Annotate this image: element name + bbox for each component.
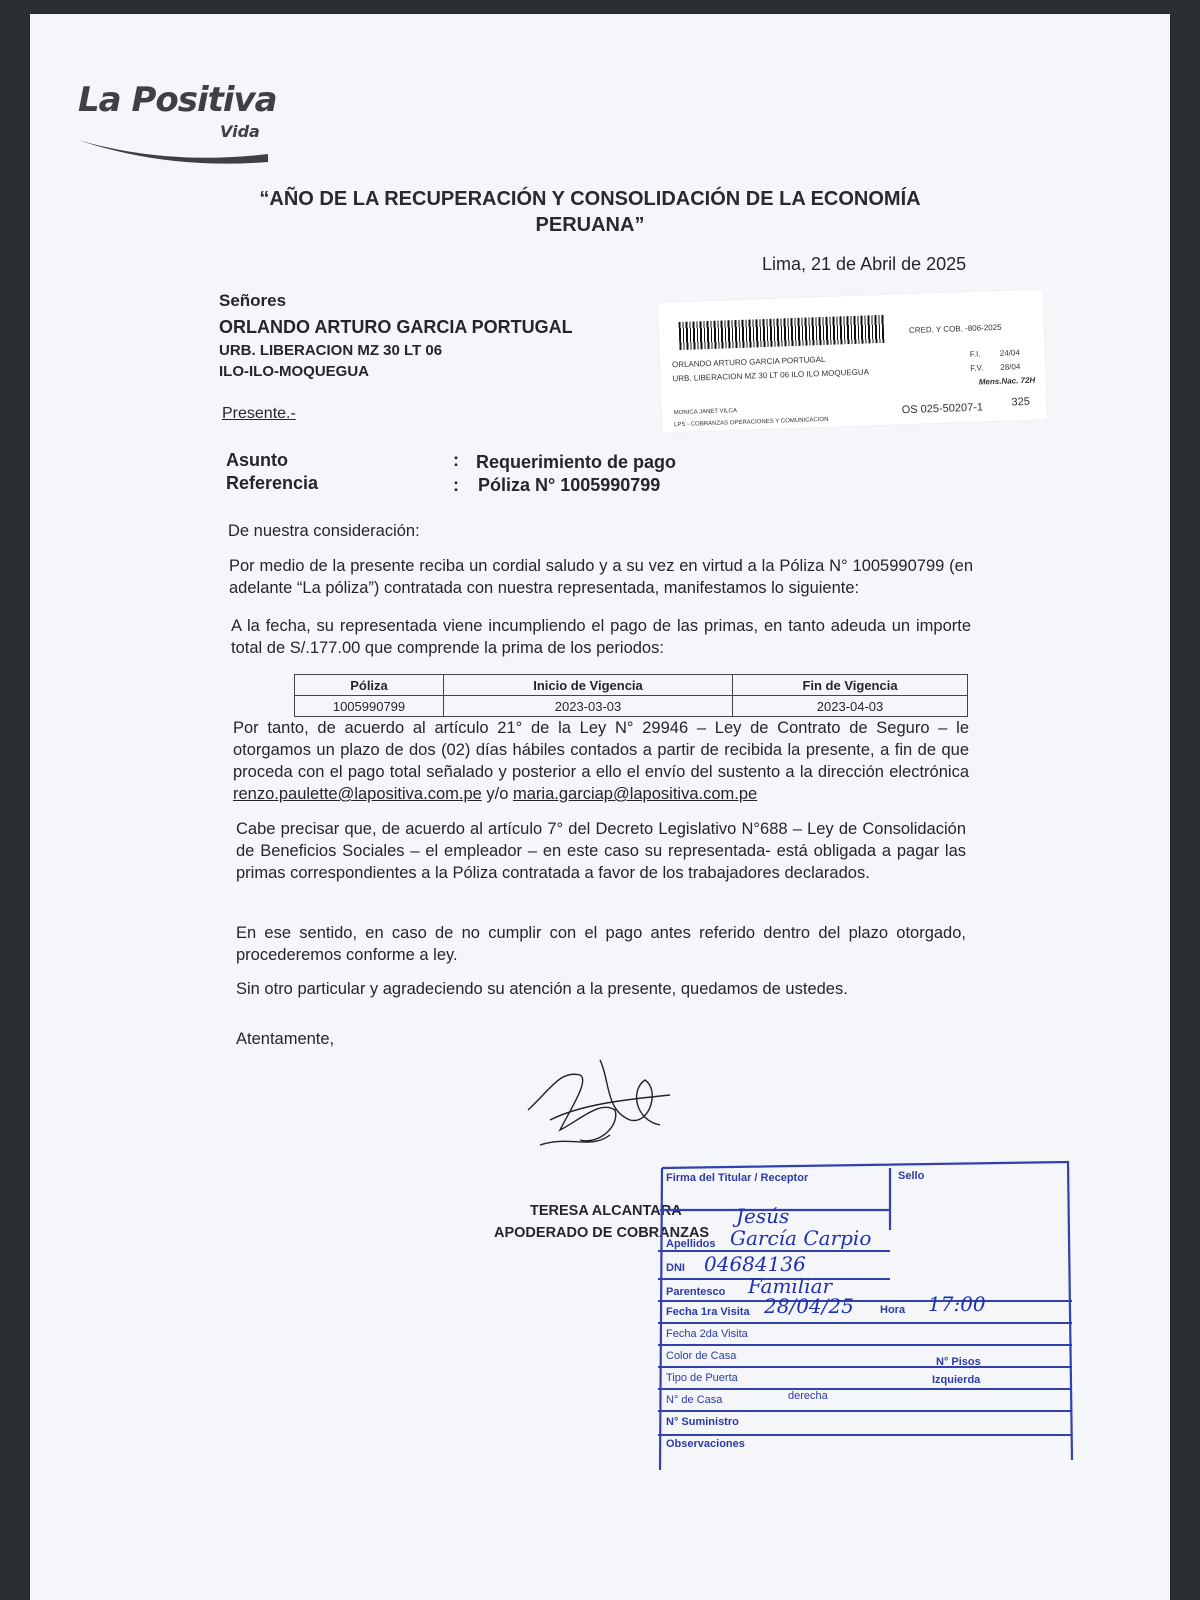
closing: Atentamente,: [236, 1030, 335, 1048]
mailing-label: [658, 289, 1047, 432]
logo-name: La Positiva: [78, 80, 277, 120]
la-positiva-logo: [78, 66, 278, 166]
asunto-value: Requerimiento de pago: [476, 452, 677, 472]
referencia-colon: :: [453, 475, 459, 495]
stamp-dni-label: DNI: [666, 1262, 685, 1274]
label-fi-label: F.I.: [969, 349, 981, 359]
label-fv: 28/04: [1000, 362, 1021, 372]
table-header: Inicio de Vigencia: [444, 675, 733, 696]
email-separator: y/o: [481, 785, 513, 803]
stamp-apellidos-label: Apellidos: [666, 1238, 716, 1250]
label-dept: LPS - COBRANZAS OPERACIONES Y COMUNICACION: [674, 416, 829, 429]
stamp-apellidos-value: García Carpio: [730, 1226, 872, 1250]
label-fi: 24/04: [999, 348, 1020, 358]
signer-title: APODERADO DE COBRANZAS: [494, 1225, 710, 1241]
label-cred: CRED. Y COB. -806-2025: [908, 322, 1002, 336]
email-link-1[interactable]: renzo.paulette@lapositiva.com.pe: [233, 785, 482, 803]
stamp-color-label: Color de Casa: [666, 1350, 737, 1362]
recipient-name: ORLANDO ARTURO GARCIA PORTUGAL: [219, 317, 573, 337]
label-os: OS 025-50207-1: [901, 401, 984, 417]
stamp-fecha-value: 28/04/25: [764, 1294, 854, 1318]
asunto-colon: :: [453, 450, 459, 470]
delivery-stamp: [658, 1160, 1076, 1470]
stamp-obs-label: Observaciones: [666, 1438, 745, 1450]
label-fv-label: F.V.: [970, 363, 984, 373]
paragraph-2: A la fecha, su representada viene incumpliendo el pago de las primas, en tanto adeuda un importe total de S/.177.00 que comprende la prima de los periodos:: [231, 617, 971, 657]
table-row: [295, 696, 968, 717]
stamp-firma-label: Firma del Titular / Receptor: [666, 1172, 809, 1184]
policy-table: [294, 674, 968, 717]
label-name: ORLANDO ARTURO GARCIA PORTUGAL: [671, 354, 826, 370]
stamp-piso-label: N° Pisos: [936, 1356, 981, 1368]
stamp-suministro-label: N° Suministro: [666, 1416, 739, 1428]
asunto-label: Asunto: [226, 450, 288, 470]
label-mens: Mens.Nac. 72H: [978, 375, 1036, 387]
referencia-value: Póliza N° 1005990799: [478, 475, 661, 495]
salutation: De nuestra consideración:: [228, 522, 420, 540]
label-sender: MONICA JANET VILCA: [673, 408, 738, 417]
table-cell: 2023-03-03: [444, 696, 733, 717]
table-header-row: [295, 675, 968, 696]
stamp-puerta-label: Tipo de Puerta: [666, 1372, 738, 1384]
paragraph-1: Por medio de la presente reciba un cordial saludo y a su vez en virtud a la Póliza N° 1005990799 (en adelante “La póliza”) contratada con nuestra representada, manifestamos lo siguiente:: [229, 557, 973, 597]
recipient-address1: URB. LIBERACION MZ 30 LT 06: [219, 342, 443, 359]
label-address: URB. LIBERACION MZ 30 LT 06 ILO ILO MOQUEGUA: [672, 367, 870, 384]
recipient-address2: ILO-ILO-MOQUEGUA: [219, 363, 369, 380]
paragraph-6: Sin otro particular y agradeciendo su atención a la presente, quedamos de ustedes.: [236, 980, 848, 998]
barcode: [679, 315, 885, 350]
stamp-fecha-label: Fecha 1ra Visita: [666, 1306, 750, 1318]
paragraph-3: [233, 717, 969, 805]
referencia-label: Referencia: [226, 473, 319, 493]
label-num: 325: [1011, 395, 1031, 409]
presente: Presente.-: [222, 405, 296, 422]
handwritten-signature: [520, 1050, 680, 1160]
stamp-parentesco-value: Familiar: [748, 1274, 833, 1298]
stamp-dni-value: 04684136: [704, 1252, 806, 1276]
table-header: Póliza: [295, 675, 444, 696]
stamp-hora-value: 17:00: [928, 1292, 986, 1316]
stamp-derecha: derecha: [788, 1390, 828, 1402]
letter-date: Lima, 21 de Abril de 2025: [762, 254, 967, 274]
paragraph-4: Cabe precisar que, de acuerdo al artículo 7° del Decreto Legislativo N°688 – Ley de Consolidación de Beneficios Sociales – el empleador – en este caso su representada- está obligada a pagar las primas correspondientes a la Póliza contratada a favor de los trabajadores declarados.: [236, 820, 966, 882]
table-cell: 1005990799: [295, 696, 444, 717]
paragraph-3-text: Por tanto, de acuerdo al artículo 21° de la Ley N° 29946 – Ley de Contrato de Seguro – le otorgamos un plazo de dos (02) días hábiles contados a partir de recibida la presente, a fin de que proceda con el pago total señalado y posterior a ello el envío del sustento a la dirección electrónica: [233, 719, 969, 781]
email-link-2[interactable]: maria.garciap@lapositiva.com.pe: [513, 785, 758, 803]
year-title: “AÑO DE LA RECUPERACIÓN Y CONSOLIDACIÓN DE LA ECONOMÍA PERUANA”: [259, 188, 921, 236]
greeting: Señores: [219, 291, 287, 310]
stamp-casa-label: N° de Casa: [666, 1394, 723, 1406]
stamp-nombres-value: Jesús: [736, 1204, 790, 1228]
stamp-izquierda: Izquierda: [932, 1374, 981, 1386]
stamp-parentesco-label: Parentesco: [666, 1286, 726, 1298]
stamp-sello-label: Sello: [898, 1170, 925, 1182]
paragraph-5: En ese sentido, en caso de no cumplir con el pago antes referido dentro del plazo otorgado, procederemos conforme a ley.: [236, 924, 966, 964]
logo-swoosh-icon: [78, 136, 278, 166]
stamp-hora-label: Hora: [880, 1304, 906, 1316]
logo-sub: Vida: [220, 122, 260, 141]
signer-name: TERESA ALCANTARA: [530, 1203, 682, 1219]
stamp-fecha2-label: Fecha 2da Visita: [666, 1328, 748, 1340]
table-header: Fin de Vigencia: [733, 675, 968, 696]
table-cell: 2023-04-03: [733, 696, 968, 717]
